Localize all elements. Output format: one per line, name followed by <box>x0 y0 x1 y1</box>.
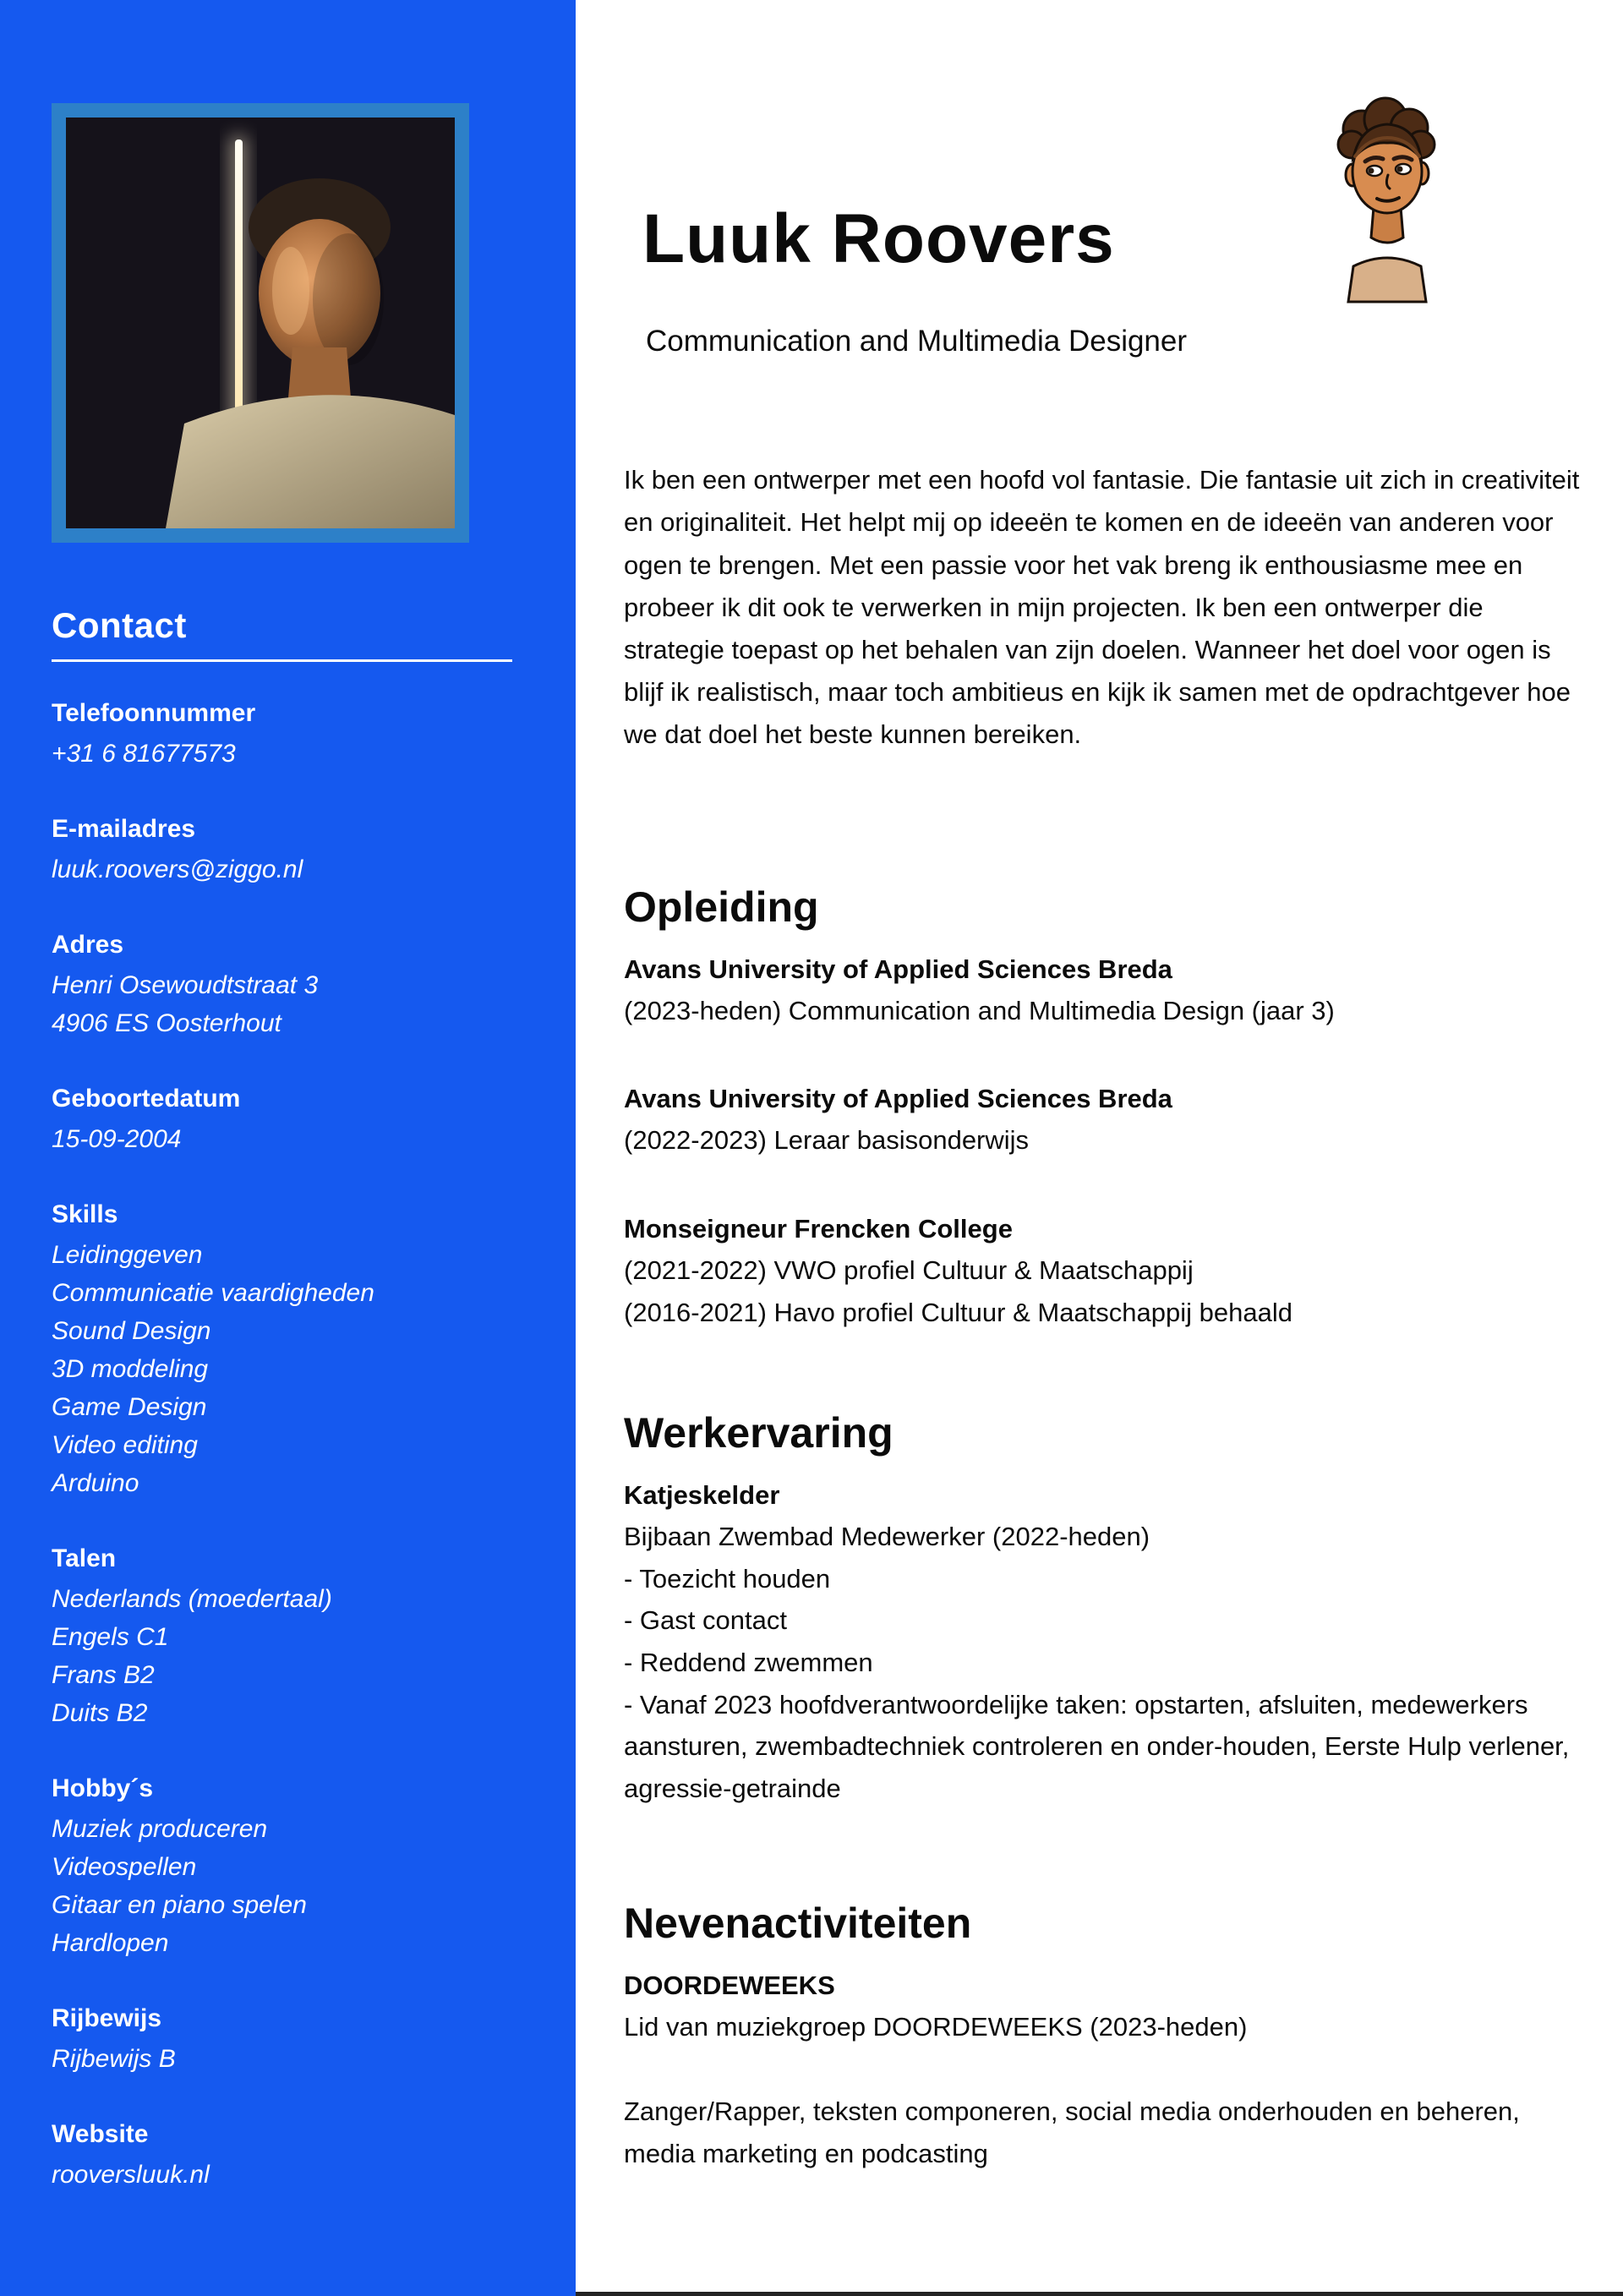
contact-value: rooversluuk.nl <box>52 2161 210 2189</box>
skill-item: Video editing <box>52 1431 198 1459</box>
contact-value: luuk.roovers@ziggo.nl <box>52 856 303 883</box>
work-entry-line: - Vanaf 2023 hoofdverantwoordelijke taken: opstarten, afsluiten, medewerkers aansturen, zwembadtechniek controleren en onder-houden, Eerste Hulp verlener, agressie-getrainde <box>624 1689 1570 1803</box>
language-item: Nederlands (moedertaal) <box>52 1585 332 1613</box>
activity-entry-line: Zanger/Rapper, teksten componeren, social media onderhouden en beheren, media marketing en podcasting <box>624 2096 1520 2168</box>
skill-item: 3D moddeling <box>52 1355 209 1383</box>
contact-group-license <box>52 2001 542 2078</box>
sidebar <box>0 0 576 2296</box>
education-entry <box>624 1209 1586 1333</box>
contact-value: Henri Osewoudtstraat 3 <box>52 971 319 999</box>
contact-group-birthdate <box>52 1081 542 1158</box>
language-item: Duits B2 <box>52 1699 148 1727</box>
contact-group-email <box>52 812 542 888</box>
contact-value: +31 6 81677573 <box>52 740 236 768</box>
education-entry <box>624 949 1586 1032</box>
contact-label: Geboortedatum <box>52 1085 241 1112</box>
section-heading-nevenactiviteiten: Nevenactiviteiten <box>624 1900 972 1948</box>
contact-label: E-mailadres <box>52 815 196 843</box>
hobby-item: Hardlopen <box>52 1929 169 1957</box>
contact-value: 15-09-2004 <box>52 1125 182 1153</box>
cartoon-avatar-illustration <box>1318 89 1453 304</box>
section-heading-werkervaring: Werkervaring <box>624 1409 893 1457</box>
skill-item: Arduino <box>52 1469 139 1497</box>
skill-item: Leidinggeven <box>52 1241 203 1269</box>
language-item: Frans B2 <box>52 1661 155 1689</box>
contact-value: Rijbewijs B <box>52 2045 176 2073</box>
contact-label: Telefoonnummer <box>52 699 256 727</box>
contact-label: Website <box>52 2120 149 2148</box>
page-bottom-edge <box>576 2292 1623 2296</box>
section-werkervaring <box>624 1408 1586 1809</box>
education-entry-line: (2021-2022) VWO profiel Cultuur & Maatschappij <box>624 1255 1194 1285</box>
education-entry-title: Avans University of Applied Sciences Breda <box>624 954 1172 984</box>
work-entry-title: Katjeskelder <box>624 1480 780 1511</box>
page-title: Luuk Roovers <box>642 200 1115 277</box>
contact-group-skills <box>52 1197 542 1502</box>
avatar-drawing <box>1318 89 1453 304</box>
section-nevenactiviteiten <box>624 1898 1586 2174</box>
main-content <box>576 0 1623 2296</box>
page-subtitle: Communication and Multimedia Designer <box>646 325 1188 358</box>
section-opleiding <box>624 882 1586 1334</box>
contact-group-languages <box>52 1541 542 1732</box>
contact-group-website <box>52 2117 542 2194</box>
hobby-item: Gitaar en piano spelen <box>52 1891 307 1919</box>
work-entry-line: Bijbaan Zwembad Medewerker (2022-heden) <box>624 1522 1150 1552</box>
hobby-item: Muziek produceren <box>52 1815 268 1843</box>
contact-label: Hobby´s <box>52 1774 153 1802</box>
work-entry-line: - Toezicht houden <box>624 1563 831 1594</box>
contact-label: Skills <box>52 1200 118 1228</box>
skill-item: Sound Design <box>52 1317 211 1345</box>
hobby-item: Videospellen <box>52 1853 197 1881</box>
contact-underline <box>52 659 512 662</box>
profile-photo <box>52 103 469 543</box>
contact-value: 4906 ES Oosterhout <box>52 1009 281 1037</box>
contact-groups <box>52 696 542 2194</box>
skill-item: Game Design <box>52 1393 207 1421</box>
contact-group-address <box>52 927 542 1042</box>
education-entry-line: (2016-2021) Havo profiel Cultuur & Maatschappij behaald <box>624 1297 1292 1327</box>
contact-heading: Contact <box>52 605 187 645</box>
activity-entry <box>624 1965 1586 2174</box>
work-entry-line: - Reddend zwemmen <box>624 1647 873 1677</box>
intro-paragraph: Ik ben een ontwerper met een hoofd vol fantasie. Die fantasie uit zich in creativiteit en originaliteit. Het helpt mij op ideeën te komen en de ideeën van anderen voor ogen te brengen. Met een passie voor het vak breng ik enthousiasme mee en probeer ik dit ook te verwerken in mijn projecten. Ik ben een ontwerper die strategie toepast op het behalen van zijn doelen. Wanneer het doel voor ogen is blijf ik realistisch, maar toch ambitieus en kijk ik samen met de opdrachtgever hoe we dat doel het beste kunnen bereiken. <box>624 465 1580 750</box>
contact-group-phone <box>52 696 542 773</box>
skill-item: Communicatie vaardigheden <box>52 1279 374 1307</box>
education-entry-title: Avans University of Applied Sciences Breda <box>624 1084 1172 1114</box>
activity-entry-title: DOORDEWEEKS <box>624 1971 835 2001</box>
education-entry <box>624 1079 1586 1162</box>
contact-label: Adres <box>52 931 124 959</box>
education-entry-line: (2023-heden) Communication and Multimedia Design (jaar 3) <box>624 995 1335 1025</box>
activity-entry-line: Lid van muziekgroep DOORDEWEEKS (2023-heden) <box>624 2012 1248 2042</box>
education-entry-title: Monseigneur Frencken College <box>624 1213 1013 1244</box>
contact-label: Talen <box>52 1544 117 1572</box>
contact-group-hobbies <box>52 1771 542 1962</box>
contact-label: Rijbewijs <box>52 2004 162 2032</box>
work-entry <box>624 1475 1586 1809</box>
section-heading-opleiding: Opleiding <box>624 883 819 931</box>
education-entry-line: (2022-2023) Leraar basisonderwijs <box>624 1125 1030 1156</box>
work-entry-line: - Gast contact <box>624 1605 787 1636</box>
language-item: Engels C1 <box>52 1623 169 1651</box>
profile-photo-illustration <box>66 118 455 528</box>
